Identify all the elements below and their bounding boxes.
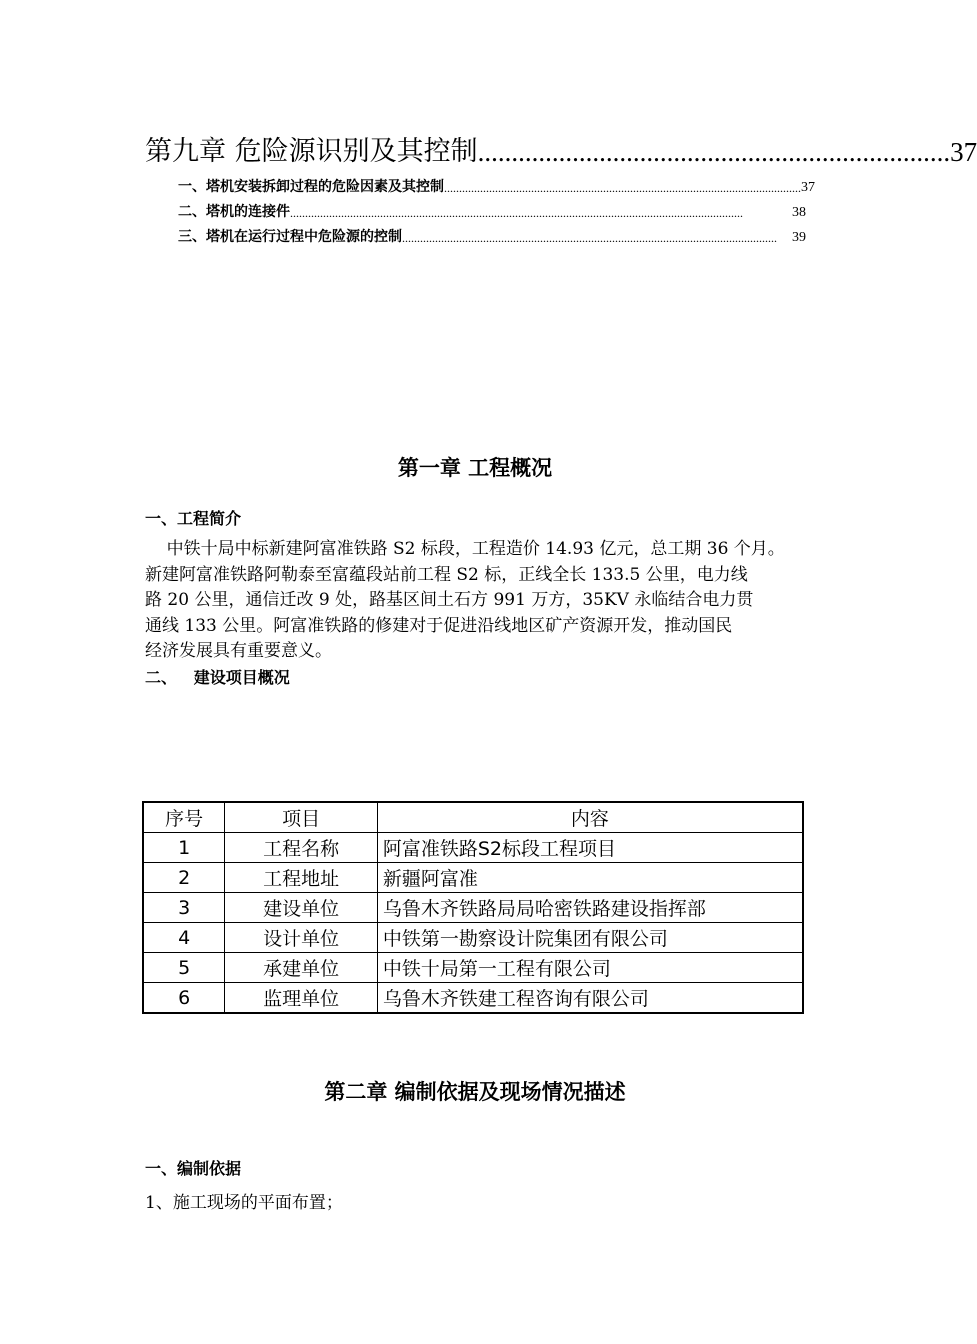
table-row	[143, 983, 803, 1014]
cell-content: 新疆阿富准	[377, 863, 803, 893]
toc-page-number: 38	[792, 205, 806, 220]
section-title-project-overview: 二、 建设项目概况	[145, 668, 290, 687]
cell-item: 承建单位	[225, 953, 378, 983]
table-row	[143, 923, 803, 953]
cell-item: 工程地址	[225, 863, 378, 893]
cell-content: 中铁十局第一工程有限公司	[377, 953, 803, 983]
cell-item: 工程名称	[225, 833, 378, 863]
cell-item: 建设单位	[225, 893, 378, 923]
paragraph-line: 经济发展具有重要意义。	[145, 641, 332, 661]
paragraph-line: 中铁十局中标新建阿富准铁路 S2 标段，工程造价 14.93 亿元，总工期 36 个月。	[145, 539, 785, 559]
cell-content: 乌鲁木齐铁建工程咨询有限公司	[377, 983, 803, 1014]
cell-item: 设计单位	[225, 923, 378, 953]
toc-page-number: 37	[950, 137, 977, 167]
table-row	[143, 833, 803, 863]
toc-page-number: 37	[801, 180, 815, 195]
table-header-row	[143, 802, 803, 833]
toc-subentry-title: 二、塔机的连接件	[178, 204, 290, 220]
cell-index: 3	[143, 893, 225, 923]
toc-entry-title: 第九章 危险源识别及其控制	[145, 136, 478, 167]
toc-leader-dots: .......................................................................................................................................................	[290, 206, 743, 220]
header-content: 内容	[377, 802, 803, 833]
toc-entry-chapter9[interactable]	[145, 132, 977, 168]
toc-subentry[interactable]	[178, 226, 806, 246]
cell-content: 阿富准铁路S2标段工程项目	[377, 833, 803, 863]
cell-index: 6	[143, 983, 225, 1014]
cell-content: 乌鲁木齐铁路局局哈密铁路建设指挥部	[377, 893, 803, 923]
toc-page-number: 39	[792, 230, 806, 245]
toc-subentry[interactable]	[178, 176, 815, 196]
cell-index: 5	[143, 953, 225, 983]
toc-subentry-title: 一、塔机安装拆卸过程的危险因素及其控制	[178, 179, 444, 195]
chapter1-title: 第一章 工程概况	[397, 456, 553, 480]
table-row	[143, 953, 803, 983]
cell-index: 1	[143, 833, 225, 863]
paragraph-line: 新建阿富准铁路阿勒泰至富蕴段站前工程 S2 标，正线全长 133.5 公里，电力线	[145, 564, 748, 585]
table-row	[143, 893, 803, 923]
toc-subentry[interactable]	[178, 201, 806, 221]
toc-leader-dots: ......................................................................	[477, 137, 951, 167]
basis-item-1: 1、施工现场的平面布置；	[145, 1193, 343, 1213]
paragraph-line: 通线 133 公里。阿富准铁路的修建对于促进沿线地区矿产资源开发，推动国民	[145, 615, 733, 636]
paragraph-line: 路 20 公里，通信迁改 9 处，路基区间土石方 991 万方，35KV 永临结合电力贯	[145, 590, 754, 610]
cell-index: 2	[143, 863, 225, 893]
header-index: 序号	[143, 802, 225, 833]
toc-leader-dots: .......................................................................................................................	[444, 181, 801, 195]
header-item: 项目	[225, 802, 378, 833]
section-title-project-intro: 一、工程简介	[145, 509, 242, 528]
table-row	[143, 863, 803, 893]
cell-content: 中铁第一勘察设计院集团有限公司	[377, 923, 803, 953]
cell-index: 4	[143, 923, 225, 953]
toc-leader-dots: .............................................................................................................................	[402, 231, 777, 245]
project-overview-table	[142, 801, 804, 1014]
cell-item: 监理单位	[225, 983, 378, 1014]
toc-subentry-title: 三、塔机在运行过程中危险源的控制	[178, 229, 402, 245]
chapter2-title: 第二章 编制依据及现场情况描述	[324, 1080, 626, 1104]
project-intro-paragraph	[145, 537, 813, 665]
section-title-basis: 一、编制依据	[145, 1159, 242, 1178]
